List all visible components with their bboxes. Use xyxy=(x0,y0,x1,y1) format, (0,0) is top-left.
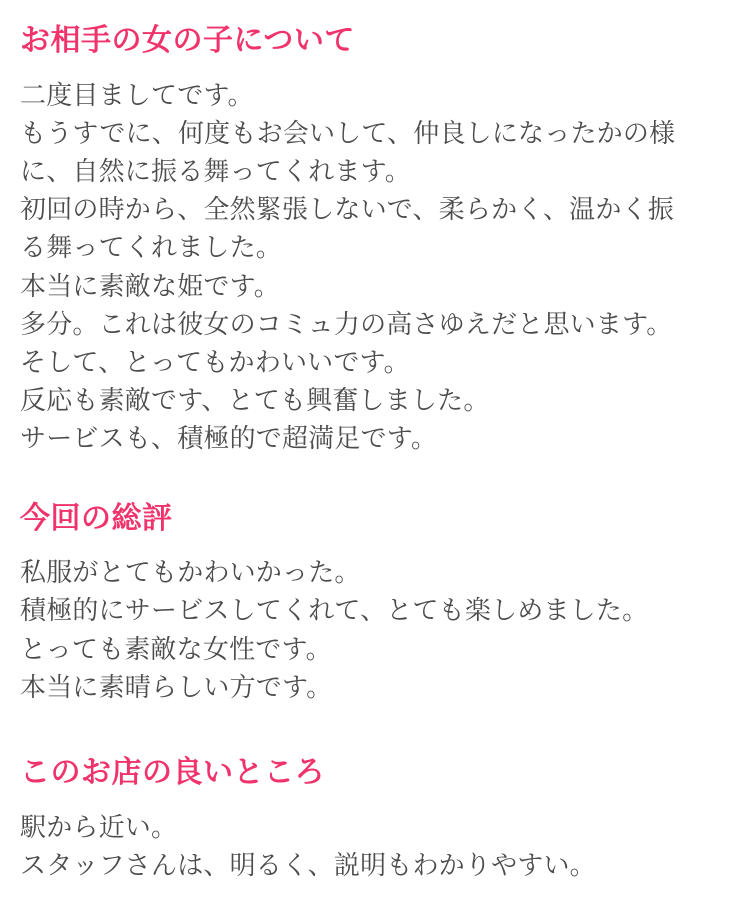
body-line: 初回の時から、全然緊張しないで、柔らかく、温かく振 xyxy=(20,194,674,225)
body-line: に、自然に振る舞ってくれます。 xyxy=(20,155,411,186)
body-line: 反応も素敵です、とても興奮しました。 xyxy=(20,385,490,416)
body-line: そして、とってもかわいいです。 xyxy=(20,347,410,378)
section-overall-review xyxy=(20,500,730,706)
body-line: る舞ってくれました。 xyxy=(20,232,283,263)
section-heading: お相手の女の子について xyxy=(20,24,355,57)
section-body xyxy=(20,553,730,706)
body-line: 駅から近い。 xyxy=(20,811,178,842)
body-line: 二度目ましてです。 xyxy=(20,79,254,110)
body-line: 積極的にサービスしてくれて、とても楽しめました。 xyxy=(20,595,649,626)
section-heading: 今回の総評 xyxy=(20,501,173,535)
section-shop-good-points xyxy=(20,754,730,884)
body-line: サービスも、積極的で超満足です。 xyxy=(20,423,438,454)
section-body xyxy=(20,808,730,884)
section-spacer xyxy=(20,488,730,500)
body-line: 本当に素晴らしい方です。 xyxy=(20,671,333,702)
body-line: 本当に素敵な姫です。 xyxy=(20,270,280,301)
section-body xyxy=(20,76,730,458)
section-about-girl xyxy=(20,22,730,458)
body-line: 私服がとてもかわいかった。 xyxy=(20,557,361,588)
section-heading: このお店の良いところ xyxy=(20,756,325,790)
section-spacer xyxy=(20,736,730,754)
body-line: とっても素敵な女性です。 xyxy=(20,633,332,664)
body-line: もうすでに、何度もお会いして、仲良しになったかの様 xyxy=(20,117,676,148)
body-line: スタッフさんは、明るく、説明もわかりやすい。 xyxy=(20,849,596,880)
body-line: 多分。これは彼女のコミュ力の高さゆえだと思います。 xyxy=(20,308,673,339)
